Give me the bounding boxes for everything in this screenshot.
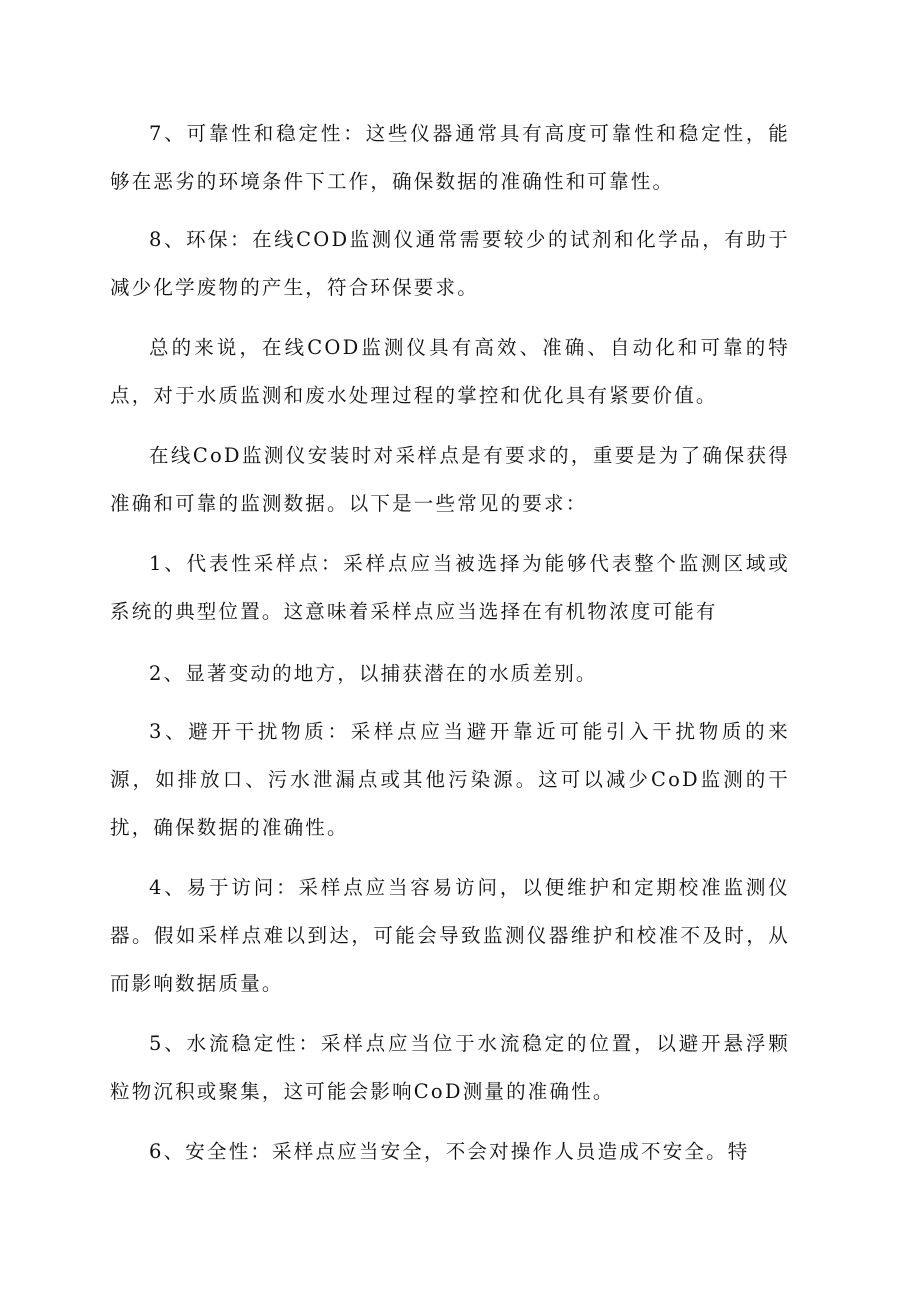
paragraph-avoid-interference: 3、避开干扰物质：采样点应当避开靠近可能引入干扰物质的来源，如排放口、污水泄漏点或其他污染源。这可以减少CoD监测的干扰，确保数据的准确性。 bbox=[110, 720, 790, 839]
paragraph-significant-variation: 2、显著变动的地方，以捕获潜在的水质差别。 bbox=[149, 662, 598, 685]
paragraph-summary: 总的来说，在线COD监测仪具有高效、准确、自动化和可靠的特点，对于水质监测和废水处理过程的掌控和优化具有紧要价值。 bbox=[110, 336, 790, 407]
paragraph-reliability-stability: 7、可靠性和稳定性：这些仪器通常具有高度可靠性和稳定性，能够在恶劣的环境条件下工作，确保数据的准确性和可靠性。 bbox=[110, 122, 790, 193]
paragraph-safety: 6、安全性：采样点应当安全，不会对操作人员造成不安全。特 bbox=[149, 1140, 750, 1163]
paragraph-representative-sampling-point: 1、代表性采样点：采样点应当被选择为能够代表整个监测区域或系统的典型位置。这意味着采样点应当选择在有机物浓度可能有 bbox=[110, 552, 790, 623]
paragraph-easy-access: 4、易于访问：采样点应当容易访问，以便维护和定期校准监测仪器。假如采样点难以到达，可能会导致监测仪器维护和校准不及时，从而影响数据质量。 bbox=[110, 876, 790, 995]
paragraph-flow-stability: 5、水流稳定性：采样点应当位于水流稳定的位置，以避开悬浮颗粒物沉积或聚集，这可能会影响CoD测量的准确性。 bbox=[110, 1032, 790, 1103]
paragraph-environmental-protection: 8、环保：在线COD监测仪通常需要较少的试剂和化学品，有助于减少化学废物的产生，符合环保要求。 bbox=[110, 228, 790, 299]
paragraph-installation-intro: 在线CoD监测仪安装时对采样点是有要求的，重要是为了确保获得准确和可靠的监测数据。以下是一些常见的要求： bbox=[110, 444, 790, 515]
